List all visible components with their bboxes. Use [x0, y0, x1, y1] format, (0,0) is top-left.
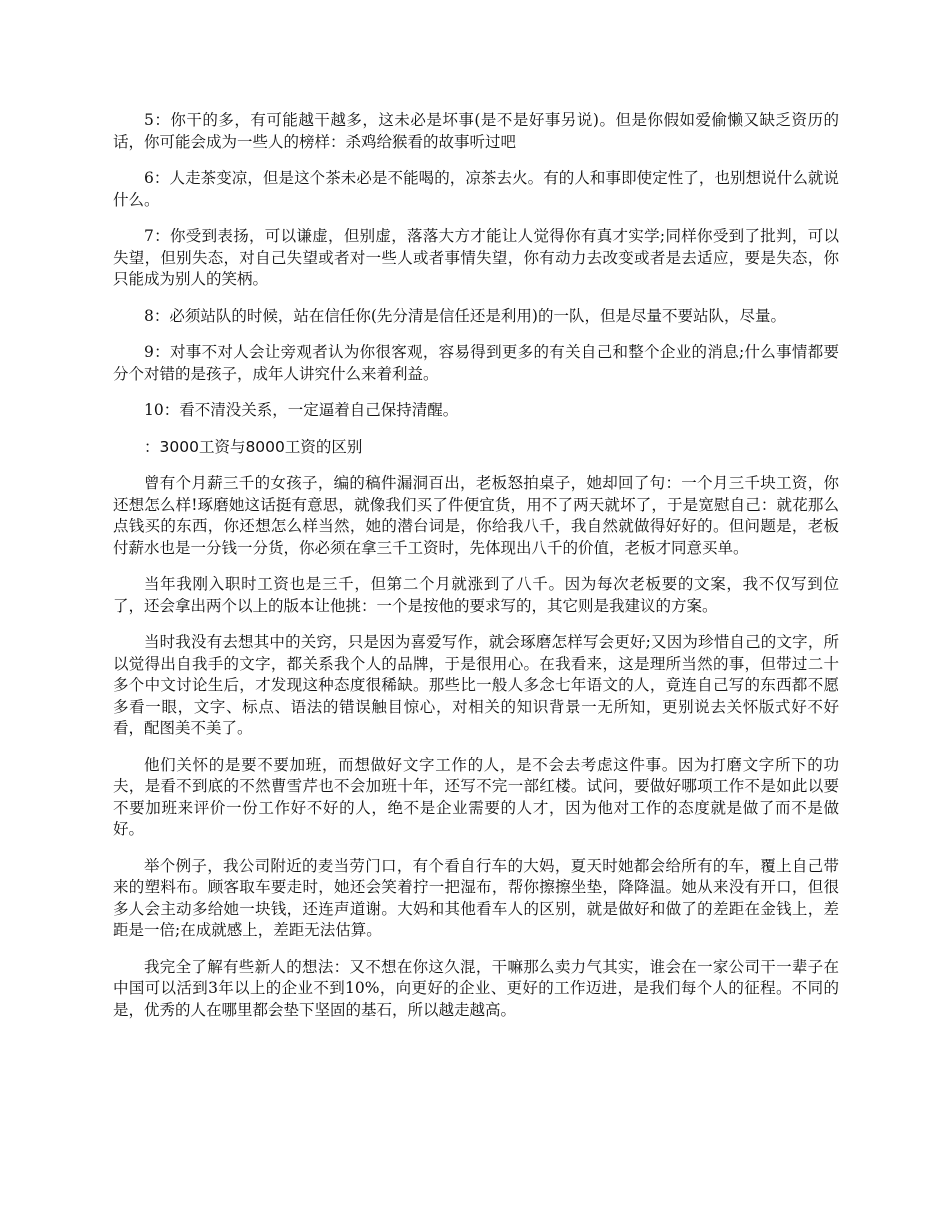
paragraph-tip-6: 6：人走茶变凉，但是这个茶未必是不能喝的，凉茶去火。有的人和事即使定性了，也别想说什么就说什么。 — [113, 169, 839, 209]
section-heading: ：3000工资与8000工资的区别 — [144, 437, 363, 456]
paragraph-tip-7: 7：你受到表扬，可以谦虚，但别虚，落落大方才能让人觉得你有真才实学;同样你受到了批判，可以失望，但别失态，对自己失望或者对一些人或者事情失望，你有动力去改变或者是去适应，要是失态，你只能成为别人的笑柄。 — [113, 227, 839, 288]
paragraph-tip-10: 10：看不清没关系，一定逼着自己保持清醒。 — [144, 401, 459, 419]
paragraph-writing-attitude: 当时我没有去想其中的关窍，只是因为喜爱写作，就会琢磨怎样写会更好;又因为珍惜自己的文字，所以觉得出自我手的文字，都关系我个人的品牌，于是很用心。在我看来，这是理所当然的事，但带过二十多个中文讨论生后，才发现这种态度很稀缺。那些比一般人多念七年语文的人，竟连自己写的东西都不愿多看一眼，文字、标点、语法的错误触目惊心，对相关的知识背景一无所知，更别说去关怀版式好不好看，配图美不美了。 — [113, 633, 839, 737]
paragraph-story-intro: 曾有个月薪三千的女孩子，编的稿件漏洞百出，老板怒拍桌子，她却回了句：一个月三千块工资，你还想怎么样!琢磨她这话挺有意思，就像我们买了件便宜货，用不了两天就坏了，于是宽慰自己：就花那么点钱买的东西，你还想怎么样当然，她的潜台词是，你给我八千，我自然就做得好好的。但问题是，老板付薪水也是一分钱一分货，你必须在拿三千工资时，先体现出八千的价值，老板才同意买单。 — [113, 474, 839, 557]
document-body — [113, 110, 839, 1036]
paragraph-first-job: 当年我刚入职时工资也是三千，但第二个月就涨到了八千。因为每次老板要的文案，我不仅写到位了，还会拿出两个以上的版本让他挑：一个是按他的要求写的，其它则是我建议的方案。 — [113, 575, 839, 615]
paragraph-example: 举个例子，我公司附近的麦当劳门口，有个看自行车的大妈，夏天时她都会给所有的车，覆上自己带来的塑料布。顾客取车要走时，她还会笑着拧一把湿布，帮你擦擦坐垫，降降温。她从来没有开口，但很多人会主动多给她一块钱，还连声道谢。大妈和其他看车人的区别，就是做好和做了的差距在金钱上，差距是一倍;在成就感上，差距无法估算。 — [113, 856, 839, 939]
paragraph-conclusion: 我完全了解有些新人的想法：又不想在你这久混，干嘛那么卖力气其实，谁会在一家公司干一辈子在中国可以活到3年以上的企业不到10%，向更好的企业、更好的工作迈进，是我们每个人的征程。不同的是，优秀的人在哪里都会垫下坚固的基石，所以越走越高。 — [113, 957, 839, 1019]
paragraph-overtime: 他们关怀的是要不要加班，而想做好文字工作的人，是不会去考虑这件事。因为打磨文字所下的功夫，是看不到底的不然曹雪芹也不会加班十年，还写不完一部红楼。试问，要做好哪项工作不是如此以要不要加班来评价一份工作好不好的人，绝不是企业需要的人才，因为他对工作的态度就是做了而不是做好。 — [113, 755, 839, 838]
paragraph-tip-9: 9：对事不对人会让旁观者认为你很客观，容易得到更多的有关自己和整个企业的消息;什么事情都要分个对错的是孩子，成年人讲究什么来着利益。 — [113, 343, 839, 383]
paragraph-tip-5: 5：你干的多，有可能越干越多，这未必是坏事(是不是好事另说)。但是你假如爱偷懒又缺乏资历的话，你可能会成为一些人的榜样：杀鸡给猴看的故事听过吧 — [113, 111, 839, 151]
paragraph-tip-8: 8：必须站队的时候，站在信任你(先分清是信任还是利用)的一队，但是尽量不要站队，尽量。 — [144, 306, 786, 325]
